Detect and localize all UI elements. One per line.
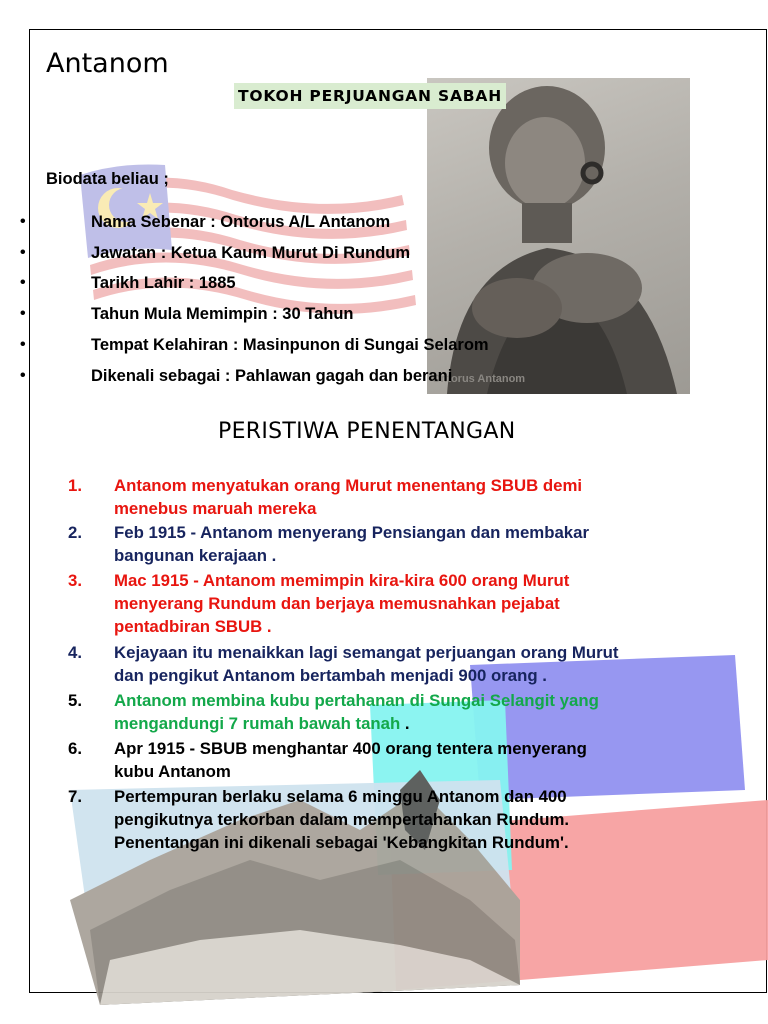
event-text-line: Pertempuran berlaku selama 6 minggu Antanom dan 400 [114,787,567,806]
bullet-icon: • [20,336,26,353]
biodata-item-label: Tarikh Lahir : 1885 [91,274,236,292]
page-subtitle: TOKOH PERJUANGAN SABAH [234,83,506,109]
biodata-heading: Biodata beliau ; [46,170,169,188]
event-text-line: mengandungi 7 rumah bawah tanah [114,714,401,733]
event-number: 5. [68,691,82,710]
bullet-icon: • [20,213,26,230]
event-number: 3. [68,571,82,590]
event-number: 7. [68,787,82,806]
biodata-item-label: Nama Sebenar : Ontorus A/L Antanom [91,213,391,231]
event-text-line: menebus maruah mereka [114,499,317,518]
event-text-line: Kejayaan itu menaikkan lagi semangat perjuangan orang Murut [114,643,619,662]
bullet-icon: • [20,244,26,261]
biodata-item-label: Jawatan : Ketua Kaum Murut Di Rundum [91,244,411,262]
biodata-item-label: Dikenali sebagai : Pahlawan gagah dan berani [91,367,453,385]
event-text-line: Feb 1915 - Antanom menyerang Pensiangan dan membakar [114,523,589,542]
event-text-line: pentadbiran SBUB . [114,617,272,636]
event-text-line: Penentangan ini dikenali sebagai 'Kebangkitan Rundum'. [114,833,569,852]
photo-caption: Ontorus Antanom [432,373,526,385]
event-number: 6. [68,739,82,758]
page-title: Antanom [46,48,169,79]
event-number: 2. [68,523,82,542]
event-text-line: Mac 1915 - Antanom memimpin kira-kira 600 orang Murut [114,571,570,590]
biodata-item-label: Tahun Mula Memimpin : 30 Tahun [91,305,354,323]
event-text-line: Antanom membina kubu pertahanan di Sungai Selangit yang [114,691,599,710]
bullet-icon: • [20,367,26,384]
bullet-icon: • [20,305,26,322]
event-number: 1. [68,476,82,495]
bullet-icon: • [20,274,26,291]
event-text-line: dan pengikut Antanom bertambah menjadi 900 orang . [114,666,547,685]
event-text-line: bangunan kerajaan . [114,546,277,565]
event-text-line: pengikutnya terkorban dalam mempertahankan Rundum. [114,810,570,829]
event-number: 4. [68,643,82,662]
biodata-item-label: Tempat Kelahiran : Masinpunon di Sungai Selarom [91,336,489,354]
event-text-line: kubu Antanom [114,762,231,781]
section-title: PERISTIWA PENENTANGAN [218,419,516,444]
event-text-suffix: . [400,714,410,733]
event-text-line: Apr 1915 - SBUB menghantar 400 orang tentera menyerang [114,739,587,758]
event-text-line: Antanom menyatukan orang Murut menentang SBUB demi [114,476,583,495]
event-text-line: menyerang Rundum dan berjaya memusnahkan pejabat [114,594,560,613]
